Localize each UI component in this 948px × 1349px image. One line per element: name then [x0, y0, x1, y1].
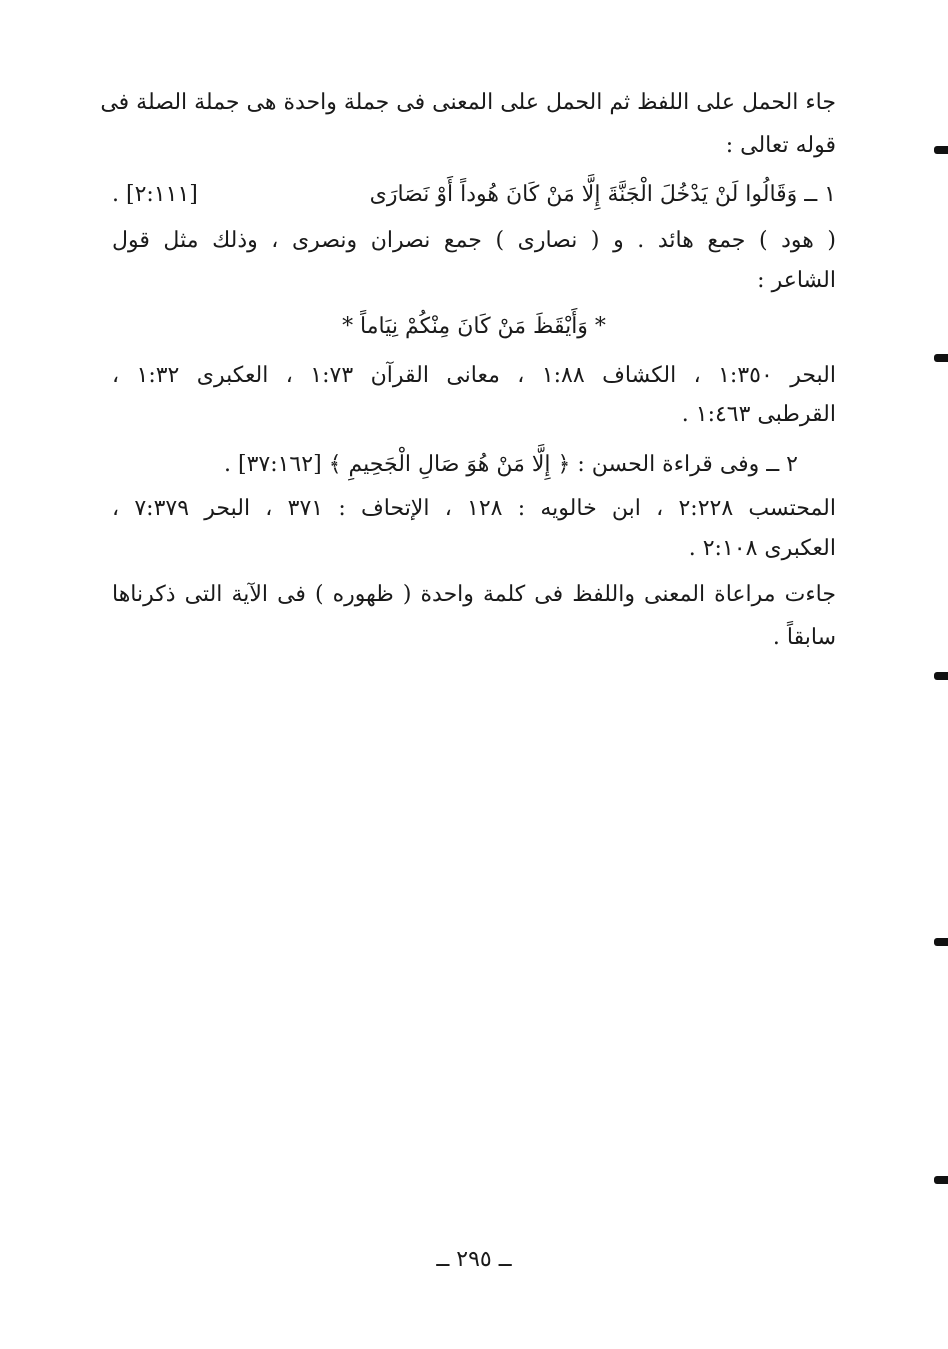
reference-line-1: البحر ١:٣٥٠ ، الكشاف ١:٨٨ ، معانى القرآن ١:٧٣ ، العكبرى ١:٣٢ ، [112, 363, 836, 388]
text-line-2: قوله تعالى : [725, 133, 836, 158]
page-number: ــ ٢٩٥ ــ [436, 1247, 512, 1272]
verse-2-line: ٢ ــ وفى قراءة الحسن : ﴿ إِلَّا مَنْ هُوَ صَالِ الْجَحِيمِ ﴾ [٣٧:١٦٢] . [223, 452, 798, 477]
margin-mark [934, 672, 948, 680]
margin-mark [934, 354, 948, 362]
reference-line-4: العكبرى ٢:١٠٨ . [688, 536, 836, 561]
verse-1-reference: [٢:١١١] . [112, 182, 198, 207]
reference-line-3: المحتسب ٢:٢٢٨ ، ابن خالويه : ١٢٨ ، الإتحاف : ٣٧١ ، البحر ٧:٣٧٩ ، [112, 496, 836, 521]
margin-mark [934, 146, 948, 154]
text-line-5: الشاعر : [757, 268, 836, 293]
text-line-12: جاءت مراعاة المعنى واللفظ فى كلمة واحدة ( ظهوره ) فى الآية التى ذكرناها [112, 582, 836, 607]
text-line-13: سابقاً . [772, 625, 836, 650]
verse-1-text: ١ ــ وَقَالُوا لَنْ يَدْخُلَ الْجَنَّةَ إِلَّا مَنْ كَانَ هُوداً أَوْ نَصَارَى [369, 182, 836, 207]
margin-mark [934, 1176, 948, 1184]
text-line-4: ( هود ) جمع هائد . و ( نصارى ) جمع نصران ونصرى ، وذلك مثل قول [112, 228, 836, 253]
text-line-1: جاء الحمل على اللفظ ثم الحمل على المعنى فى جملة واحدة هى جملة الصلة فى [100, 90, 836, 115]
verse-1-line [112, 180, 836, 210]
margin-mark [934, 938, 948, 946]
poetry-verse: * وَأَيْقَظَ مَنْ كَانَ مِنْكُمْ نِيَاماً * [342, 314, 606, 339]
reference-line-2: القرطبى ١:٤٦٣ . [681, 402, 836, 427]
